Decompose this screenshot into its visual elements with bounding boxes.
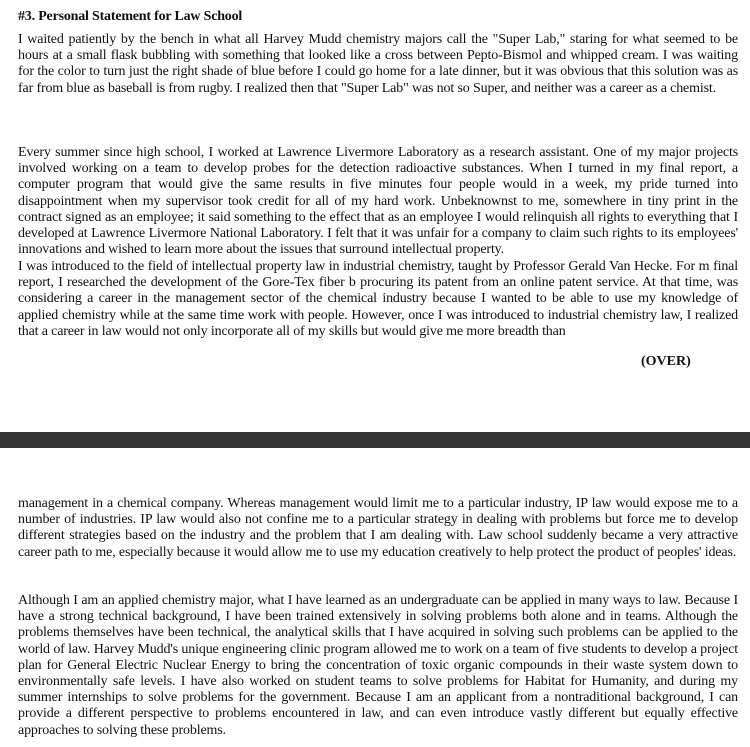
page-break-divider [0,432,750,448]
over-note: (OVER) [641,354,691,369]
paragraph-ip-law-intro: I was introduced to the field of intellectual property law in industrial chemistry, taught by Professor Gerald Van Hecke. For m final report, I researched the development of the Gore-Tex fiber b procuring its patent from an online patent service. At that time, was considering a career in the management sector of the chemical industry because I wanted to be able to use my knowledge of applied chemistry while at the same time work with people. However, once I was introduced to industrial chemistry law, I realized that a career in law would not only incorporate all of my skills but would give me more breadth than [18,259,738,339]
paragraph-livermore: Every summer since high school, I worked at Lawrence Livermore Laboratory as a research assistant. One of my major projects involved working on a team to develop probes for the detection radioactive substances. When I turned in my final report, a computer program that would give the same results in five minutes four people would in a week, my pride turned into disappointment when my supervisor took credit for all of my hard work. Unbeknownst to me, somewhere in tiny print in the contract signed as an employee; it said something to the effect that as an employee I would relinquish all rights to everything that I developed at Lawrence Livermore National Laboratory. I felt that it was unfair for a company to claim such rights to its employees' innovations and wished to learn more about the issues that surround intellectual property. [18,145,738,258]
paragraph-super-lab: I waited patiently by the bench in what all Harvey Mudd chemistry majors call the "Super Lab," staring for what seemed to be hours at a small flask bubbling with something that looked like a cross between Pepto-Bismol and whipped cream. I was waiting for the color to turn just the right shade of blue before I could go home for a late dinner, but it was obvious that this solution was as far from blue as baseball is from rugby. I realized then that "Super Lab" was not so Super, and neither was a career as a chemist. [18,32,738,96]
document-page-2 [0,448,750,747]
paragraph-management-vs-ip: management in a chemical company. Whereas management would limit me to a particular industry, IP law would expose me to a number of industries. IP law would also not confine me to a particular strategy in dealing with problems but force me to develop different strategies based on the industry and the problem that I am dealing with. Law school suddenly became a very attractive career path to me, especially because it would allow me to use my education creatively to help protect the product of peoples' ideas. [18,496,738,560]
document-title: #3. Personal Statement for Law School [18,9,243,24]
paragraph-applied-chemistry: Although I am an applied chemistry major, what I have learned as an undergraduate can be applied in many ways to law. Because I have a strong technical background, I have been trained extensively in solving problems both alone and in teams. Although the problems themselves have been technical, the analytical skills that I have acquired in solving such problems can be applied to the world of law. Harvey Mudd's unique engineering clinic program allowed me to work on a team of five students to develop a project plan for General Electric Nuclear Energy to bring the concentration of toxic organic compounds in their waste system down to environmentally safe levels. I have also worked on student teams to solve problems for Habitat for Humanity, and during my summer internships to solve problems for the government. Because I am an applicant from a nontraditional background, I can provide a different perspective to problems encountered in law, and can even introduce vastly different but equally effective approaches to solving these problems. [18,593,738,738]
